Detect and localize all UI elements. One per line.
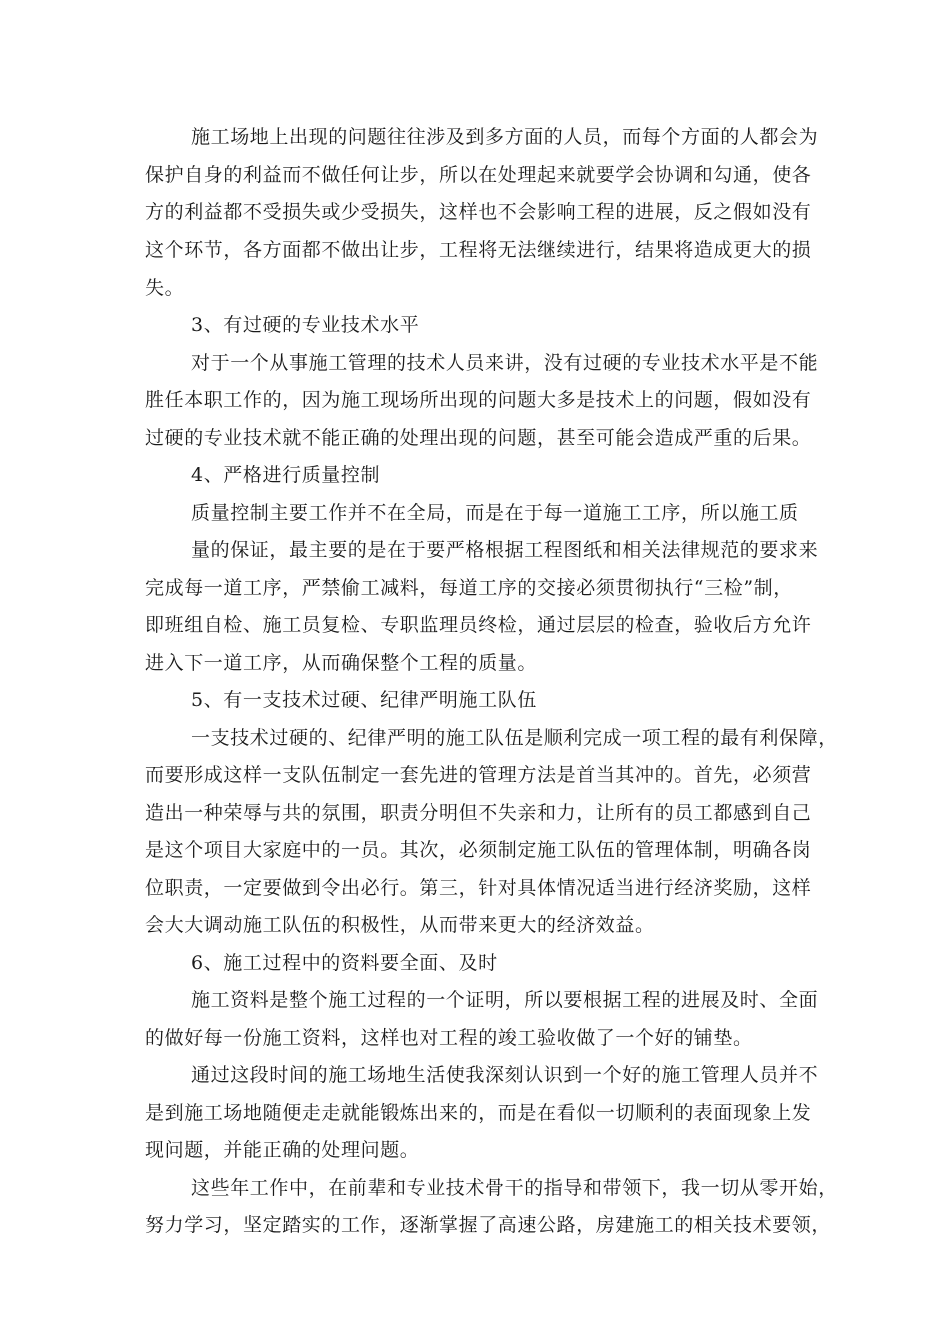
text-line: 进入下一道工序，从而确保整个工程的质量。 [145, 652, 538, 674]
text-line: 保护自身的利益而不做任何让步，所以在处理起来就要学会协调和勾通，使各 [145, 164, 812, 186]
section-heading: 3、有过硬的专业技术水平 [191, 314, 420, 336]
text-line: 方的利益都不受损失或少受损失，这样也不会影响工程的进展，反之假如没有 [145, 201, 812, 223]
text-line: 一支技术过硬的、纪律严明的施工队伍是顺利完成一项工程的最有利保障， [191, 727, 838, 749]
text-line: 量的保证，最主要的是在于要严格根据工程图纸和相关法律规范的要求来 [191, 539, 819, 561]
text-line: 是这个项目大家庭中的一员。其次，必须制定施工队伍的管理体制，明确各岗 [145, 839, 812, 861]
section-heading: 5、有一支技术过硬、纪律严明施工队伍 [191, 689, 537, 711]
text-line: 现问题，并能正确的处理问题。 [145, 1139, 420, 1161]
text-line: 通过这段时间的施工场地生活使我深刻认识到一个好的施工管理人员并不 [191, 1064, 819, 1086]
text-line: 即班组自检、施工员复检、专职监理员终检，通过层层的检查，验收后方允许 [145, 614, 812, 636]
text-line: 这些年工作中，在前辈和专业技术骨干的指导和带领下，我一切从零开始， [191, 1177, 838, 1199]
text-line: 胜任本职工作的，因为施工现场所出现的问题大多是技术上的问题，假如没有 [145, 389, 812, 411]
text-line: 而要形成这样一支队伍制定一套先进的管理方法是首当其冲的。首先，必须营 [145, 764, 812, 786]
text-line: 施工场地上出现的问题往往涉及到多方面的人员，而每个方面的人都会为 [191, 126, 819, 148]
section-heading: 4、严格进行质量控制 [191, 464, 381, 486]
text-line: 会大大调动施工队伍的积极性，从而带来更大的经济效益。 [145, 914, 655, 936]
text-line: 完成每一道工序，严禁偷工减料，每道工序的交接必须贯彻执行“三检”制， [145, 577, 793, 599]
text-line: 的做好每一份施工资料，这样也对工程的竣工验收做了一个好的铺垫。 [145, 1027, 753, 1049]
text-line: 这个环节，各方面都不做出让步，工程将无法继续进行，结果将造成更大的损 [145, 239, 812, 261]
text-line: 失。 [145, 277, 185, 299]
text-line: 过硬的专业技术就不能正确的处理出现的问题，甚至可能会造成严重的后果。 [145, 427, 812, 449]
text-line: 对于一个从事施工管理的技术人员来讲，没有过硬的专业技术水平是不能 [191, 352, 819, 374]
section-heading: 6、施工过程中的资料要全面、及时 [191, 952, 498, 974]
text-line: 施工资料是整个施工过程的一个证明，所以要根据工程的进展及时、全面 [191, 989, 819, 1011]
text-line: 质量控制主要工作并不在全局，而是在于每一道施工工序，所以施工质 [191, 502, 799, 524]
text-line: 努力学习，坚定踏实的工作，逐渐掌握了高速公路，房建施工的相关技术要领， [145, 1214, 832, 1236]
text-line: 造出一种荣辱与共的氛围，职责分明但不失亲和力，让所有的员工都感到自己 [145, 802, 812, 824]
text-line: 是到施工场地随便走走就能锻炼出来的，而是在看似一切顺利的表面现象上发 [145, 1102, 812, 1124]
text-line: 位职责，一定要做到令出必行。第三，针对具体情况适当进行经济奖励，这样 [145, 877, 812, 899]
